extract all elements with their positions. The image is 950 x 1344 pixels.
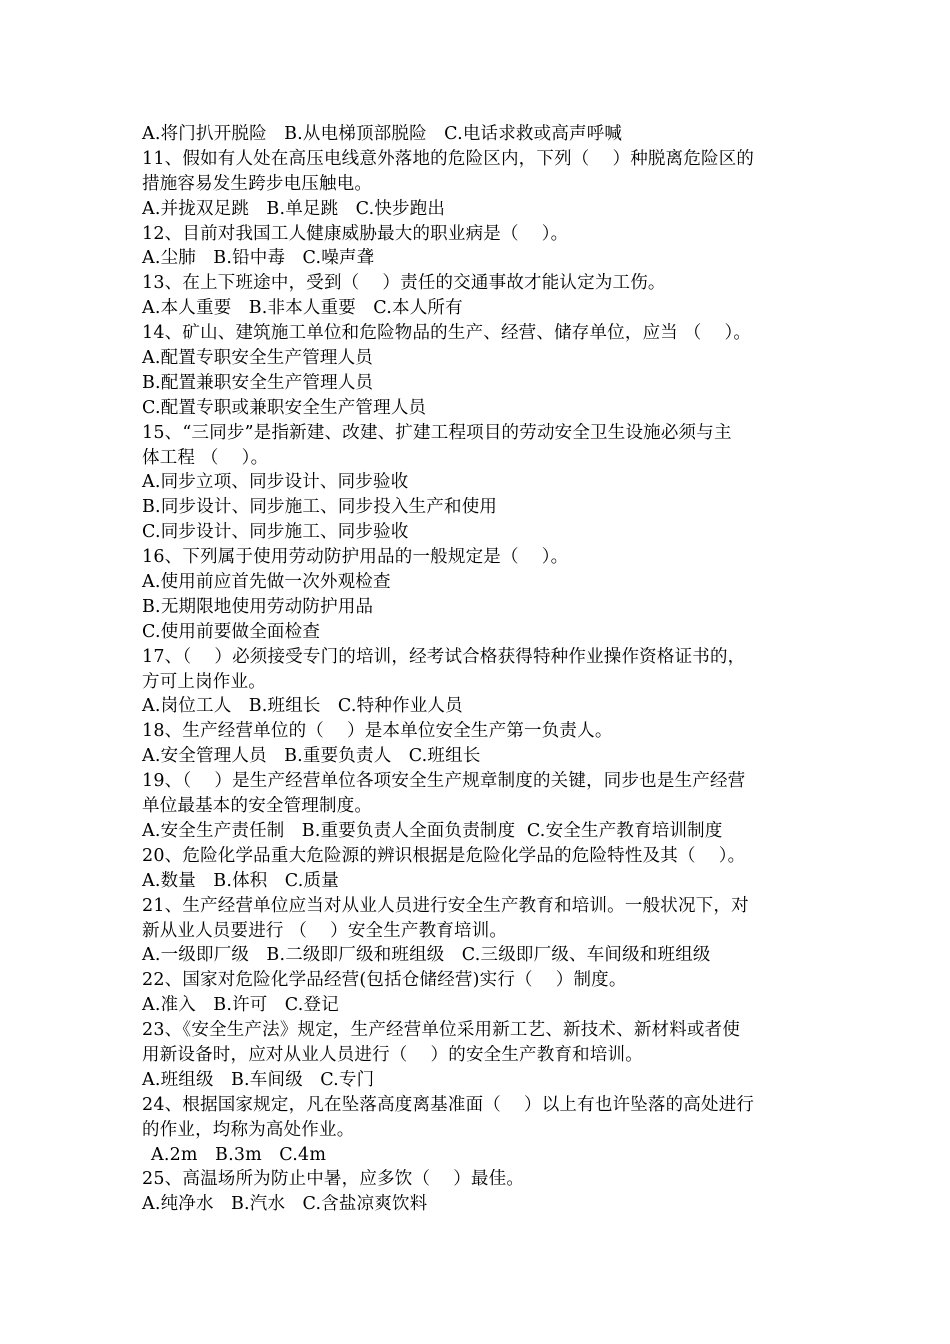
question-line: 22、国家对危险化学品经营(包括仓储经营)实行（ ）制度。: [142, 970, 627, 991]
question-line: 23、《安全生产法》规定，生产经营单位采用新工艺、新技术、新材料或者使: [142, 1020, 741, 1041]
option-line: A.岗位工人 B.班组长 C.特种作业人员: [142, 696, 463, 717]
question-line: 用新设备时，应对从业人员进行（ ）的安全生产教育和培训。: [142, 1044, 643, 1065]
option-line: A.一级即厂级 B.二级即厂级和班组级 C.三级即厂级、车间级和班组级: [142, 945, 711, 966]
question-line: 20、危险化学品重大危险源的辨识根据是危险化学品的危险特性及其（ ）。: [142, 845, 746, 866]
option-line: A.安全生产责任制 B.重要负责人全面负责制度 C.安全生产教育培训制度: [142, 820, 723, 841]
question-line: 15、“三同步”是指新建、改建、扩建工程项目的劳动安全卫生设施必须与主: [142, 422, 732, 443]
option-line: C.配置专职或兼职安全生产管理人员: [142, 397, 427, 418]
question-line: 12、目前对我国工人健康威胁最大的职业病是（ ）。: [142, 223, 569, 244]
document-page: [142, 122, 812, 1217]
option-line: A.配置专职安全生产管理人员: [142, 348, 373, 369]
question-line: 17、（ ）必须接受专门的培训，经考试合格获得特种作业操作资格证书的，: [142, 646, 746, 667]
question-line: 体工程 （ ）。: [142, 447, 269, 468]
question-line: 新从业人员要进行 （ ）安全生产教育培训。: [142, 920, 508, 941]
option-line: A.尘肺 B.铅中毒 C.噪声聋: [142, 248, 375, 269]
question-line: 18、生产经营单位的（ ）是本单位安全生产第一负责人。: [142, 721, 613, 742]
option-line: A.并拢双足跳 B.单足跳 C.快步跑出: [142, 198, 446, 219]
option-line: A.将门扒开脱险 B.从电梯顶部脱险 C.电话求救或高声呼喊: [142, 124, 623, 144]
option-line: A.同步立项、同步设计、同步验收: [142, 472, 409, 493]
question-line: 25、高温场所为防止中暑，应多饮（ ）最佳。: [142, 1169, 525, 1190]
option-line: A.本人重要 B.非本人重要 C.本人所有: [142, 298, 463, 319]
option-line: A.准入 B.许可 C.登记: [142, 995, 339, 1016]
question-line: 11、假如有人处在高压电线意外落地的危险区内，下列（ ）种脱离危险区的: [142, 148, 755, 169]
question-line: 的作业，均称为高处作业。: [142, 1119, 355, 1140]
option-line: A.使用前应首先做一次外观检查: [142, 572, 391, 593]
question-line: 24、根据国家规定，凡在坠落高度离基准面（ ）以上有也许坠落的高处进行: [142, 1094, 755, 1115]
question-line: 方可上岗作业。: [142, 671, 266, 692]
question-line: 19、（ ）是生产经营单位各项安全生产规章制度的关键，同步也是生产经营: [142, 771, 746, 792]
option-line: A.班组级 B.车间级 C.专门: [142, 1069, 375, 1090]
option-line: A.2m B.3m C.4m: [151, 1144, 327, 1165]
option-line: C.使用前要做全面检查: [142, 621, 321, 642]
question-line: 16、下列属于使用劳动防护用品的一般规定是（ ）。: [142, 547, 569, 568]
question-line: 13、在上下班途中，受到（ ）责任的交通事故才能认定为工伤。: [142, 273, 666, 294]
option-line: A.数量 B.体积 C.质量: [142, 870, 339, 891]
question-line: 单位最基本的安全管理制度。: [142, 796, 373, 817]
option-line: A.安全管理人员 B.重要负责人 C.班组长: [142, 746, 481, 767]
option-line: B.同步设计、同步施工、同步投入生产和使用: [142, 497, 498, 518]
option-line: A.纯净水 B.汽水 C.含盐凉爽饮料: [142, 1194, 428, 1215]
question-line: 14、矿山、建筑施工单位和危险物品的生产、经营、储存单位，应当 （ ）。: [142, 323, 752, 344]
option-line: B.配置兼职安全生产管理人员: [142, 372, 374, 393]
option-line: B.无期限地使用劳动防护用品: [142, 596, 374, 617]
option-line: C.同步设计、同步施工、同步验收: [142, 522, 409, 543]
question-line: 措施容易发生跨步电压触电。: [142, 173, 373, 194]
question-line: 21、生产经营单位应当对从业人员进行安全生产教育和培训。一般状况下，对: [142, 895, 749, 916]
